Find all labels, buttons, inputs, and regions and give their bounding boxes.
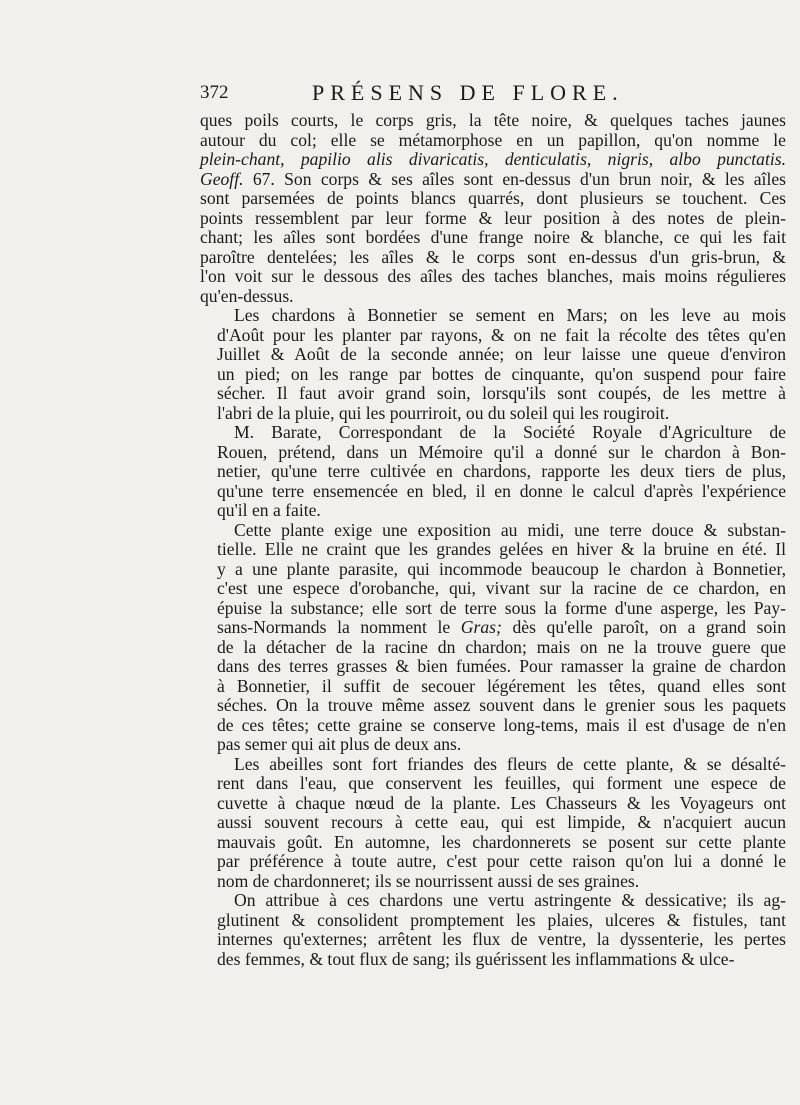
text-line [200,716,786,736]
text-segment: des femmes, & tout flux de sang; ils guérissent les inflammations & ulce- [217,948,735,969]
text-segment: On attribue à ces chardons une vertu astringente & dessicative; ils ag- [234,890,786,910]
text-line [200,852,786,872]
text-line [200,287,786,307]
text-line [200,189,786,209]
text-line [200,735,786,755]
page-number: 372 [200,82,229,103]
text-segment: un pied; on les range par bottes de cinquante, qu'on suspend pour faire [217,363,786,384]
text-segment: Cette plante exige une exposition au midi, une terre douce & substan- [234,519,786,540]
text-segment: internes qu'externes; arrêtent les flux de ventre, la dyssenterie, les pertes [217,929,786,949]
text-segment: épuise la substance; elle sort de terre sous la forme d'une asperge, les Pay- [217,597,786,618]
text-line [200,755,786,775]
paragraph [200,891,786,969]
text-segment: d'Août pour les planter par rayons, & on ne fait la récolte des têtes qu'en [217,324,786,345]
text-segment: 67. Son corps & ses aîles sont en-dessus d'un brun noir, & les aîles [243,168,786,189]
text-segment: sont parsemées de points blancs quarrés, dont plusieurs se touchent. Ces [200,188,786,208]
text-segment: autour du col; elle se métamorphose en un papillon, qu'on nomme le [200,129,786,150]
paragraph [200,111,786,306]
text-line [200,774,786,794]
text-segment: qu'une terre ensemencée en bled, il en donne le calcul d'après l'expérience [217,480,786,501]
text-segment: dans des terres grasses & bien fumées. Pour ramasser la graine de chardon [217,656,786,676]
text-segment: l'abri de la pluie, qui les pourriroit, ou du soleil qui les rougiroit. [217,402,670,423]
text-line [200,638,786,658]
text-segment: y a une plante parasite, qui incommode beaucoup le chardon à Bonnetier, [217,558,786,579]
text-segment: netier, qu'une terre cultivée en chardons, rapporte les deux tiers de plus, [217,461,786,481]
text-segment: séches. On la trouve même assez souvent dans le grenier sous les paquets [217,695,786,715]
text-segment: pas semer qui ait plus de deux ans. [217,734,462,754]
text-segment: Les abeilles sont fort friandes des fleurs de cette plante, & se désalté- [234,753,786,774]
text-segment: rent dans l'eau, que conservent les feuilles, qui forment une espece de [217,773,786,793]
text-line [200,482,786,502]
text-line [200,657,786,677]
text-line [200,131,786,151]
text-line [200,248,786,268]
text-segment: de la détacher de la racine dn chardon; mais on ne la trouve guere que [217,636,786,657]
text-line [200,209,786,229]
text-segment: sans-Normands la nomment le [217,617,461,637]
text-segment: dès qu'elle paroît, on a grand soin [501,617,786,637]
text-segment: tielle. Elle ne craint que les grandes gelées en hiver & la bruine en été. Il [217,539,786,559]
text-line [200,150,786,170]
text-line [200,423,786,443]
text-line [200,384,786,404]
text-segment: points ressemblent par leur forme & leur position à des notes de plein- [200,207,786,228]
text-segment: paroître dentelées; les aîles & le corps sont en-dessus d'un gris-brun, & [200,246,786,267]
text-segment: qu'en-dessus. [200,285,294,306]
running-title: PRÉSENS DE FLORE. [312,80,624,105]
text-segment: c'est une espece d'orobanche, qui, vivant sur la racine de ce chardon, en [217,578,786,598]
text-line [200,521,786,541]
text-segment: sécher. Il faut avoir grand soin, lorsqu'ils sont coupés, de les mettre à [217,383,786,403]
text-segment: mauvais goût. En automne, les chardonnerets se posent sur cette plante [217,831,786,852]
text-line [200,813,786,833]
text-segment: par préférence à toute autre, c'est pour cette raison qu'on lui a donné le [217,851,786,871]
text-segment: glutinent & consolident promptement les plaies, ulceres & fistules, tant [217,909,786,930]
text-line [200,501,786,521]
show-through-mark [725,977,765,995]
text-segment: l'on voit sur le dessous des aîles des taches blanches, mais moins régulieres [200,266,786,286]
text-line [200,618,786,638]
text-line [200,443,786,463]
text-line [200,111,786,131]
text-segment: Gras; [460,617,502,637]
text-line [200,365,786,385]
text-line [200,462,786,482]
text-segment: chant; les aîles sont bordées d'une frange noire & blanche, ce qui les fait [200,227,786,247]
text-line [200,306,786,326]
text-line [200,872,786,892]
text-line [200,404,786,424]
text-segment: aussi souvent recours à cette eau, qui est limpide, & n'acquiert aucun [217,812,786,832]
text-line [200,891,786,911]
text-line [200,579,786,599]
paragraph [200,755,786,892]
text-line [200,696,786,716]
text-segment: plein-chant, papilio alis divaricatis, denticulatis, nigris, albo punctatis. [200,149,786,169]
text-line [200,326,786,346]
text-line [200,599,786,619]
text-segment: Les chardons à Bonnetier se sement en Mars; on les leve au mois [234,305,786,325]
paragraph [200,521,786,755]
text-segment: ques poils courts, le corps gris, la tête noire, & quelques taches jaunes [200,110,786,130]
paragraph [200,423,786,521]
text-line [200,911,786,931]
text-line [200,950,786,970]
text-line [200,560,786,580]
text-line [200,267,786,287]
body-text [200,111,786,969]
text-segment: Geoff. [200,168,244,189]
text-line [200,540,786,560]
text-segment: de ces têtes; cette graine se conserve long-tems, mais il est d'usage de n'en [217,714,786,735]
text-line [200,930,786,950]
text-line [200,345,786,365]
paragraph [200,306,786,423]
page-header [200,80,630,108]
text-line [200,228,786,248]
text-segment: à Bonnetier, il suffit de secouer légérement les têtes, quand elles sont [217,675,786,696]
text-line [200,833,786,853]
text-segment: Rouen, prétend, dans un Mémoire qu'il a donné sur le chardon à Bon- [217,441,786,462]
text-line [200,677,786,697]
text-line [200,170,786,190]
text-segment: M. Barate, Correspondant de la Société Royale d'Agriculture de [234,422,786,442]
text-segment: nom de chardonneret; ils se nourrissent aussi de ses graines. [217,870,640,891]
text-line [200,794,786,814]
text-segment: qu'il en a faite. [217,500,321,520]
text-segment: cuvette à chaque nœud de la plante. Les Chasseurs & les Voyageurs ont [217,792,786,813]
text-segment: Juillet & Août de la seconde année; on leur laisse une queue d'environ [217,344,786,364]
